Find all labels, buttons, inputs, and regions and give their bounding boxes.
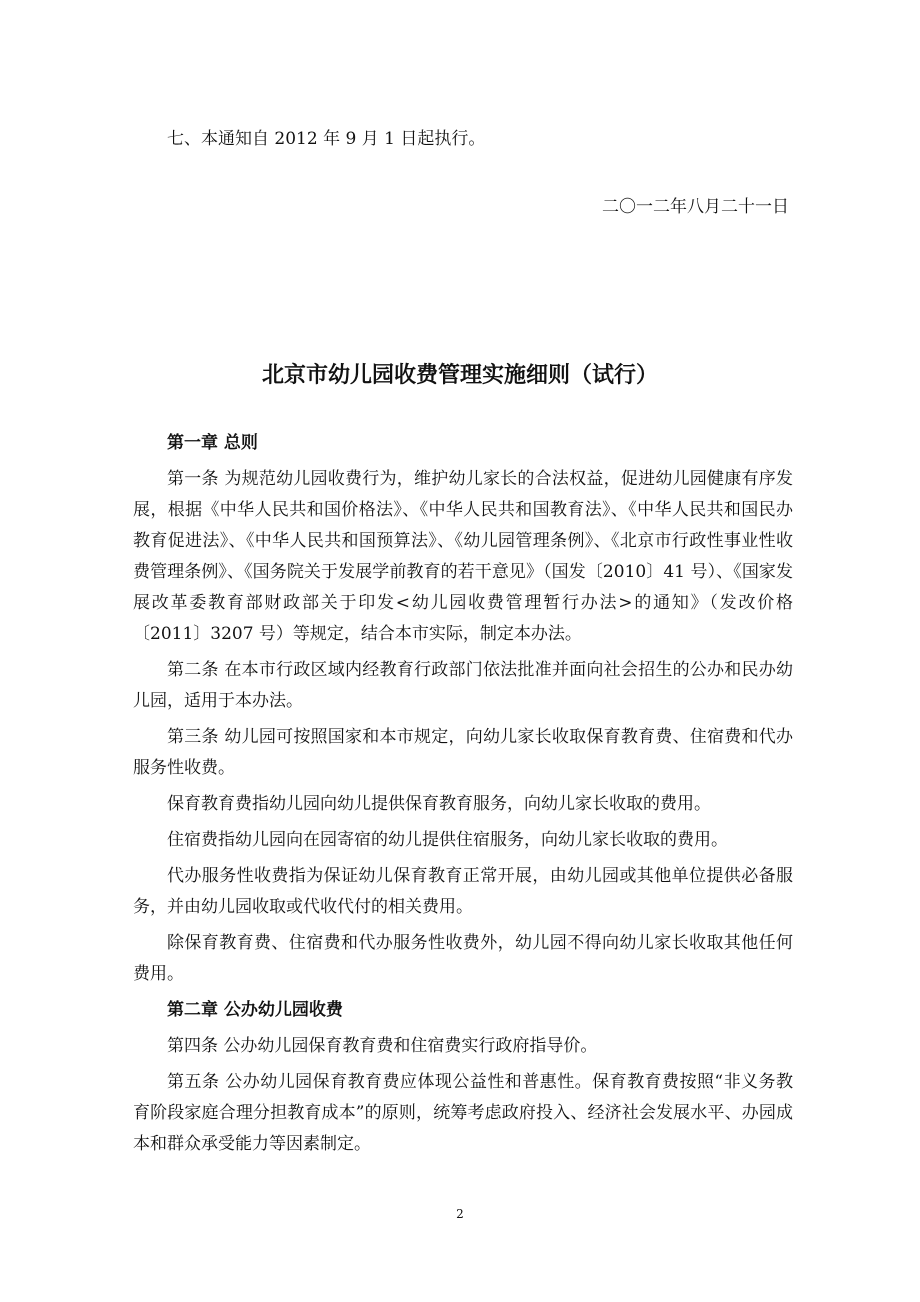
body-paragraph: 除保育教育费、住宿费和代办服务性收费外，幼儿园不得向幼儿家长收取其他任何费用。 bbox=[133, 933, 793, 984]
document-title: 北京市幼儿园收费管理实施细则（试行） bbox=[261, 363, 658, 388]
body-paragraph: 住宿费指幼儿园向在园寄宿的幼儿提供住宿服务，向幼儿家长收取的费用。 bbox=[167, 830, 728, 850]
body-paragraph: 保育教育费指幼儿园向幼儿提供保育教育服务，向幼儿家长收取的费用。 bbox=[167, 794, 711, 814]
signature-date: 二〇一二年八月二十一日 bbox=[602, 197, 789, 217]
article-paragraph: 第三条 幼儿园可按照国家和本市规定，向幼儿家长收取保育教育费、住宿费和代办服务性收费。 bbox=[133, 727, 793, 778]
chapter-heading: 第二章 公办幼儿园收费 bbox=[167, 1000, 343, 1020]
page-number: 2 bbox=[456, 1207, 464, 1221]
article-paragraph: 第四条 公办幼儿园保育教育费和住宿费实行政府指导价。 bbox=[167, 1036, 598, 1056]
article-paragraph: 第二条 在本市行政区域内经教育行政部门依法批准并面向社会招生的公办和民办幼儿园，适用于本办法。 bbox=[133, 660, 793, 711]
chapter-heading: 第一章 总则 bbox=[167, 433, 258, 453]
article-paragraph: 第一条 为规范幼儿园收费行为，维护幼儿家长的合法权益，促进幼儿园健康有序发展，根据《中华人民共和国价格法》、《中华人民共和国教育法》、《中华人民共和国民办教育促进法》、《中华人民共和国预算法》、《幼儿园管理条例》、《北京市行政性事业性收费管理条例》、《国务院关于发展学前教育的若干意见》（国发〔2010〕41 号）、《国家发展改革委教育部财政部关于印发<幼儿园收费管理暂行办法>的通知》（发改价格〔2011〕3207 号）等规定，结合本市实际，制定本办法。 bbox=[133, 469, 793, 644]
intro-paragraph: 七、本通知自 2012 年 9 月 1 日起执行。 bbox=[167, 129, 486, 149]
document-body bbox=[133, 428, 793, 1165]
article-paragraph: 第五条 公办幼儿园保育教育费应体现公益性和普惠性。保育教育费按照“非义务教育阶段家庭合理分担教育成本”的原则，统筹考虑政府投入、经济社会发展水平、办园成本和群众承受能力等因素制定。 bbox=[133, 1072, 793, 1154]
body-paragraph: 代办服务性收费指为保证幼儿保育教育正常开展，由幼儿园或其他单位提供必备服务，并由幼儿园收取或代收代付的相关费用。 bbox=[133, 866, 793, 917]
